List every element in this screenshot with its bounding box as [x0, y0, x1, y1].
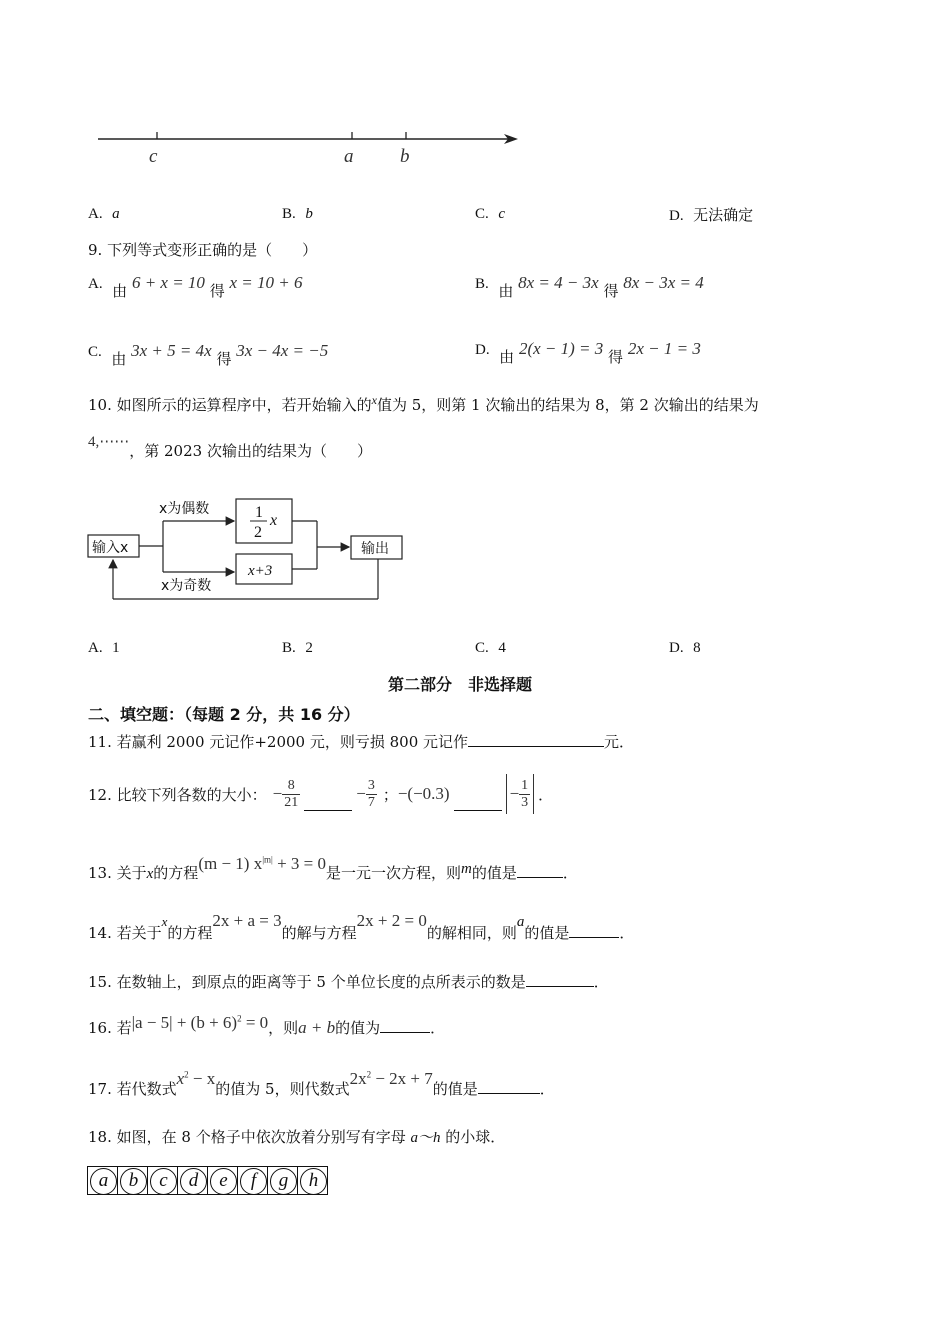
- q11: 11. 若赢利 2000 元记作+2000 元，则亏损 800 元记作 元．: [88, 733, 635, 751]
- q10-stem: 10. 如图所示的运算程序中，若开始输入的$^x$值为 5，则第 1 次输出的结果为 8，第 2 次输出的结果为: [88, 393, 759, 414]
- q10-option-a: A. 1: [88, 640, 120, 656]
- ball-cell: a: [87, 1166, 118, 1195]
- q17: 17. 若代数式$x^2 - x$的值为 5，则代数式$2x^2 - 2x + 7$的值是 ．: [88, 1069, 555, 1098]
- q9-option-a: A. 由 6 + x = 10 得 x = 10 + 6: [88, 273, 303, 300]
- flow-half-den: 2: [254, 524, 262, 541]
- ball-cell: g: [267, 1166, 298, 1195]
- q18: 18. 如图，在 8 个格子中依次放着分别写有字母 a～h 的小球．: [88, 1128, 506, 1146]
- flow-half-x: x: [270, 512, 278, 529]
- ball-cell: c: [147, 1166, 178, 1195]
- flow-even-label: x为偶数: [159, 501, 210, 517]
- part2-title: 第二部分 非选择题: [388, 675, 533, 694]
- q8-option-b: B. b: [282, 206, 313, 222]
- flow-output-box: 输出: [361, 541, 389, 557]
- q16: 16. 若$|a - 5| + (b + 6)^2 = 0$，则a + b的值为 ．: [88, 1013, 446, 1037]
- numberline-label-a: a: [344, 146, 354, 167]
- q10-option-d: D. 8: [669, 640, 701, 656]
- ball-cell: h: [297, 1166, 328, 1195]
- numberline-label-b: b: [400, 146, 410, 167]
- q10-option-c: C. 4: [475, 640, 506, 656]
- q12-frac2: $\frac{3}{7}$: [367, 777, 375, 810]
- q15: 15. 在数轴上，到原点的距离等于 5 个单位长度的点所表示的数是 ．: [88, 973, 609, 991]
- number-line-figure: [90, 125, 530, 170]
- flow-plus3-box: x+3: [248, 563, 273, 579]
- ball-cell: e: [207, 1166, 238, 1195]
- q12: 12. 比较下列各数的大小： − $\frac{8}{21}$ − $\frac{3}{7}$ ； −(−0.3) − $\frac{1}{3}$ ．: [88, 772, 553, 816]
- ball-cell: f: [237, 1166, 268, 1195]
- flow-half-num: 1: [255, 504, 263, 521]
- flow-input-box: 输入x: [92, 540, 129, 556]
- q9-option-b: B. 由 8x = 4 − 3x 得 8x − 3x = 4: [475, 273, 704, 300]
- q10-stem-line2: 4,⋯⋯，第 2023 次输出的结果为（ ）: [88, 434, 372, 460]
- ball-cell: b: [117, 1166, 148, 1195]
- q13: 13. 关于x的方程(m − 1) $x^{|m|} + 3 = 0$是一元一次方程，则m的值是 ．: [88, 854, 578, 882]
- q8-option-c: C. c: [475, 206, 505, 222]
- section2-title: 二、填空题：（每题 2 分，共 16 分）: [88, 705, 360, 724]
- q8-option-d: D. 无法确定: [669, 206, 754, 224]
- q10-flowchart: [85, 495, 415, 605]
- q8-option-a: A. a: [88, 206, 120, 222]
- q14: 14. 若关于x的方程2x + a = 3的解与方程2x + 2 = 0的解相同，则a的值是 ．: [88, 911, 635, 942]
- q12-frac1: $\frac{8}{21}$: [284, 777, 299, 810]
- q9-stem: 9. 下列等式变形正确的是（ ）: [88, 241, 318, 259]
- q9-option-c: C. 由 3x + 5 = 4x 得 3x − 4x = −5: [88, 341, 329, 368]
- numberline-label-c: c: [149, 146, 158, 167]
- q10-option-b: B. 2: [282, 640, 313, 656]
- flow-odd-label: x为奇数: [161, 578, 212, 594]
- ball-cell: d: [177, 1166, 208, 1195]
- q12-abs: − $\frac{1}{3}$: [506, 774, 535, 814]
- q18-ball-row: [87, 1166, 327, 1195]
- q9-option-d: D. 由 2(x − 1) = 3 得 2x − 1 = 3: [475, 339, 701, 366]
